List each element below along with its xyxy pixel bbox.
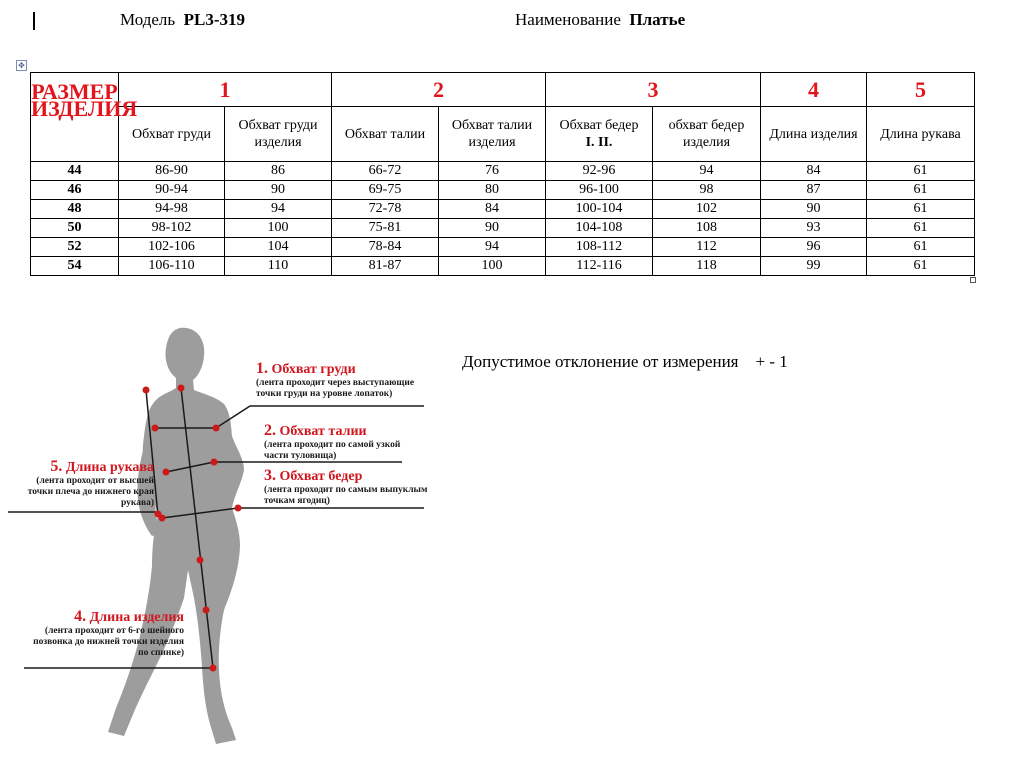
value-cell: 90 [439,219,546,238]
point-waist-right [211,459,218,466]
size-cell: 44 [31,162,119,181]
value-cell: 112 [653,238,761,257]
label-waist-desc: (лента проходит по самой узкой части туловища) [264,440,401,461]
label-hips [264,467,444,507]
label-sleeve-desc: (лента проходит от высшей точки плеча до нижнего края рукава) [27,476,154,508]
subheader-hips-label: Обхват бедер [559,118,639,133]
value-cell: 96-100 [546,181,653,200]
subheader-waist: Обхват талии [332,107,439,162]
value-cell: 61 [867,257,975,276]
group-header-3: 3 [546,73,761,107]
value-cell: 90 [761,200,867,219]
point-neck [178,385,185,392]
group-header-5: 5 [867,73,975,107]
size-column-header: РАЗМЕР ИЗДЕЛИЯ [31,73,119,162]
value-cell: 98-102 [119,219,225,238]
table-move-handle-icon[interactable]: ✥ [16,60,27,71]
point-hip-right [235,505,242,512]
value-cell: 94-98 [119,200,225,219]
point-length-mid2 [203,607,210,614]
product-name-header [515,10,685,30]
size-cell: 54 [31,257,119,276]
subheader-sleeve-length: Длина рукава [867,107,975,162]
label-length-desc: (лента проходит от 6-го шейного позвонка до нижней точки изделия по спинке) [33,626,184,658]
value-cell: 66-72 [332,162,439,181]
value-cell: 112-116 [546,257,653,276]
model-header [120,10,245,30]
value-cell: 102 [653,200,761,219]
group-header-4: 4 [761,73,867,107]
label-hips-desc: (лента проходит по самым выпуклым точкам ягодиц) [264,485,428,506]
point-waist-left [163,469,170,476]
value-cell: 108-112 [546,238,653,257]
label-chest [256,360,436,400]
value-cell: 110 [225,257,332,276]
value-cell: 106-110 [119,257,225,276]
label-chest-title: Обхват груди [271,362,356,377]
value-cell: 118 [653,257,761,276]
value-cell: 76 [439,162,546,181]
point-hip-left [159,515,166,522]
tolerance-label: Допустимое отклонение от измерения [462,352,739,371]
subheader-chest: Обхват груди [119,107,225,162]
size-table [30,72,975,276]
table-resize-handle[interactable] [970,277,976,283]
value-cell: 94 [653,162,761,181]
subheader-garment-length: Длина изделия [761,107,867,162]
product-name-label: Наименование [515,10,621,29]
value-cell: 92-96 [546,162,653,181]
value-cell: 100 [439,257,546,276]
value-cell: 94 [225,200,332,219]
value-cell: 84 [761,162,867,181]
value-cell: 61 [867,219,975,238]
subheader-chest-garment: Обхват груди изделия [225,107,332,162]
subheader-hips [546,107,653,162]
table-row [31,238,975,257]
label-hips-title: Обхват бедер [279,469,363,484]
label-sleeve-title: Длина рукава [65,460,154,475]
label-length-num: 4. [74,608,87,625]
value-cell: 104-108 [546,219,653,238]
label-waist-title: Обхват талии [279,424,367,439]
size-cell: 48 [31,200,119,219]
subheader-waist-garment: Обхват талии изделия [439,107,546,162]
model-label: Модель [120,10,176,29]
value-cell: 75-81 [332,219,439,238]
label-waist [264,422,424,462]
table-row [31,181,975,200]
value-cell: 72-78 [332,200,439,219]
value-cell: 93 [761,219,867,238]
table-row [31,162,975,181]
size-cell: 52 [31,238,119,257]
value-cell: 87 [761,181,867,200]
label-chest-desc: (лента проходит через выступающие точки груди на уровне лопаток) [256,378,415,399]
figure-silhouette [108,328,244,744]
point-shoulder [143,387,150,394]
value-cell: 100 [225,219,332,238]
label-length [28,608,184,659]
label-hips-num: 3. [264,467,276,484]
value-cell: 90-94 [119,181,225,200]
point-chest-right [213,425,220,432]
point-length-end [210,665,217,672]
value-cell: 96 [761,238,867,257]
table-row [31,219,975,238]
value-cell: 61 [867,238,975,257]
subheader-hips-garment: обхват бедер изделия [653,107,761,162]
value-cell: 86-90 [119,162,225,181]
value-cell: 102-106 [119,238,225,257]
value-cell: 69-75 [332,181,439,200]
value-cell: 84 [439,200,546,219]
tolerance-value: + - 1 [755,352,788,371]
value-cell: 98 [653,181,761,200]
point-length-mid1 [197,557,204,564]
label-chest-num: 1. [256,360,268,377]
size-cell: 50 [31,219,119,238]
value-cell: 80 [439,181,546,200]
table-row [31,200,975,219]
model-value: PL3-319 [183,10,246,29]
value-cell: 81-87 [332,257,439,276]
tolerance-note [462,352,788,372]
group-header-2: 2 [332,73,546,107]
value-cell: 100-104 [546,200,653,219]
value-cell: 61 [867,200,975,219]
size-cell: 46 [31,181,119,200]
value-cell: 61 [867,181,975,200]
group-header-1: 1 [119,73,332,107]
value-cell: 78-84 [332,238,439,257]
point-chest-left [152,425,159,432]
label-sleeve-num: 5. [50,458,63,475]
table-row [31,257,975,276]
label-sleeve [12,458,154,509]
value-cell: 108 [653,219,761,238]
value-cell: 90 [225,181,332,200]
measurement-diagram [0,320,460,760]
value-cell: 61 [867,162,975,181]
product-name-value: Платье [629,10,686,29]
value-cell: 104 [225,238,332,257]
value-cell: 99 [761,257,867,276]
subheader-hips-suffix: I. II. [585,135,613,150]
label-waist-num: 2. [264,422,276,439]
label-length-title: Длина изделия [89,610,184,625]
value-cell: 86 [225,162,332,181]
text-cursor [33,12,35,30]
value-cell: 94 [439,238,546,257]
